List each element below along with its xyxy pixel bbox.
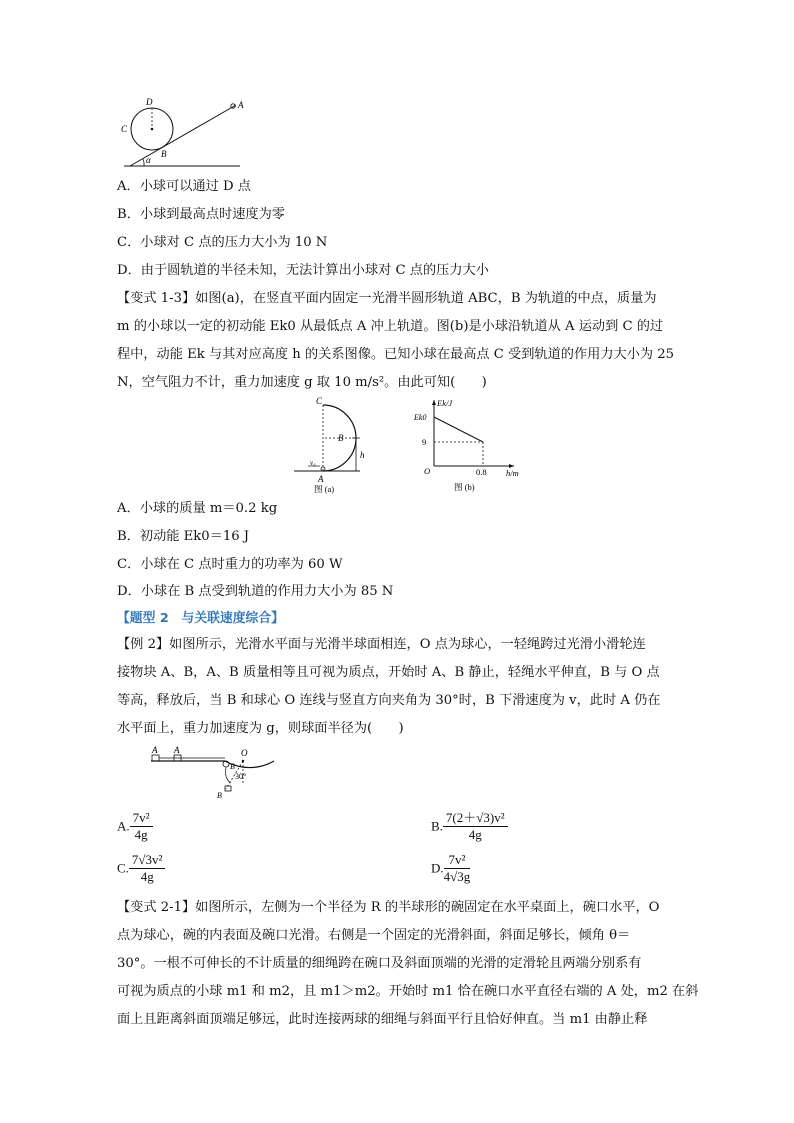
numerator: 7v² [444,852,471,869]
label-B: B [161,149,167,159]
denominator: 4g [468,827,482,842]
q1-option-c: C．小球对 C 点的压力大小为 10 N [117,235,328,250]
figure-hemisphere-pulley [146,743,281,801]
label-C: C [316,396,323,406]
q21-text-line-2: 点为球心，碗的内表面及碗口光滑。右侧是一个固定的光滑斜面，斜面足够长，倾角 θ＝ [117,928,631,943]
label-A: A [318,474,324,484]
figure-a-semicircle-track [290,396,380,494]
option-label: C. [117,860,129,876]
ex2-option-b [431,810,508,843]
label-30deg: 30° [235,772,247,781]
label-B: B [338,433,344,443]
q1-option-a: A．小球可以通过 D 点 [117,179,251,194]
option-label: D. [431,860,444,876]
ex2-text-line-2: 接物块 A、B，A、B 质量相等且可视为质点，开始时 A、B 静止，轻绳水平伸直，B 与 O 点 [117,665,660,680]
denominator: 4g [140,869,154,884]
figure-circle-incline [116,96,246,168]
q13-text-line-2: m 的小球以一定的初动能 Ek0 从最低点 A 冲上轨道。图(b)是小球沿轨道从 A 运动到 C 的过 [117,319,664,334]
numerator: 7√3v² [129,852,166,869]
numerator: 7v² [130,810,153,827]
fraction [130,810,153,843]
option-label: A. [117,818,130,834]
denominator: 4g [134,827,148,842]
label-nine: 9 [422,437,427,447]
q13-option-d: D．小球在 B 点受到轨道的作用力大小为 85 N [117,584,394,599]
label-C: C [121,124,128,134]
label-h: h [360,450,365,460]
q1-option-b: B．小球到最高点时速度为零 [117,207,285,222]
caption-b: 图 (b) [454,482,475,492]
label-y-axis: Ek/J [437,398,453,408]
q13-option-c: C．小球在 C 点时重力的功率为 60 W [117,557,343,572]
ex2-option-a [117,810,153,843]
q13-option-a: A．小球的质量 m＝0.2 kg [117,501,278,516]
label-ek0: Ek0 [414,413,427,422]
label-B-2: B [217,791,222,800]
label-alpha: α [146,155,151,165]
q21-text-line-5: 面上且距离斜面顶端足够远，此时连接两球的细绳与斜面平行且恰好伸直。当 m1 由静止释 [117,1012,648,1027]
figure-b-ek-h-graph [410,396,535,494]
label-0-8: 0.8 [476,467,487,477]
ex2-text-line-3: 等高，释放后，当 B 和球心 O 连线与竖直方向夹角为 30°时，B 下滑速度为 v，此时 A 仍在 [117,693,661,708]
label-A-1: A [152,745,158,755]
q13-text-line-3: 程中，动能 Ek 与其对应高度 h 的关系图像。已知小球在最高点 C 受到轨道的作用力大小为 25 [117,347,675,362]
numerator: 7(2＋√3)v² [443,810,508,827]
label-v0: v₀ [310,459,316,467]
fraction [443,810,508,843]
q13-option-b: B．初动能 Ek0＝16 J [117,529,250,544]
denominator: 4√3g [443,869,471,884]
q13-text-line-1: 【变式 1-3】如图(a)，在竖直平面内固定一光滑半圆形轨道 ABC，B 为轨道的中点，质量为 [117,291,657,306]
q1-option-d: D．由于圆轨道的半径未知，无法计算出小球对 C 点的压力大小 [117,263,489,278]
label-origin: O [424,466,431,476]
q21-text-line-4: 可视为质点的小球 m1 和 m2，且 m1＞m2。开始时 m1 恰在碗口水平直径右端的 A 处，m2 在斜 [117,984,699,999]
label-A-2: A [174,745,180,755]
q21-text-line-3: 30°。一根不可伸长的不计质量的细绳跨在碗口及斜面顶端的光滑的定滑轮且两端分别系有 [117,956,642,971]
label-B-1: B [230,762,235,771]
ex2-text-line-4: 水平面上，重力加速度为 g，则球面半径为( ) [117,721,404,736]
q13-text-line-4: N，空气阻力不计，重力加速度 g 取 10 m/s²。由此可知( ) [117,375,487,390]
ex2-text-line-1: 【例 2】如图所示，光滑水平面与光滑半球面相连，O 点为球心，一轻绳跨过光滑小滑轮连 [117,637,646,652]
caption-a: 图 (a) [314,484,335,494]
label-O: O [241,748,248,758]
fraction [129,852,166,885]
ex2-option-c [117,852,165,885]
option-label: B. [431,818,443,834]
fraction [444,852,471,885]
ex2-option-d [431,852,470,885]
label-x-axis: h/m [506,468,519,478]
section-heading-type-2: 【题型 2 与关联速度综合】 [117,611,284,626]
label-D: D [146,97,153,107]
q21-text-line-1: 【变式 2-1】如图所示，左侧为一个半径为 R 的半球形的碗固定在水平桌面上，碗口水平，O [117,900,660,915]
label-A: A [238,100,244,110]
